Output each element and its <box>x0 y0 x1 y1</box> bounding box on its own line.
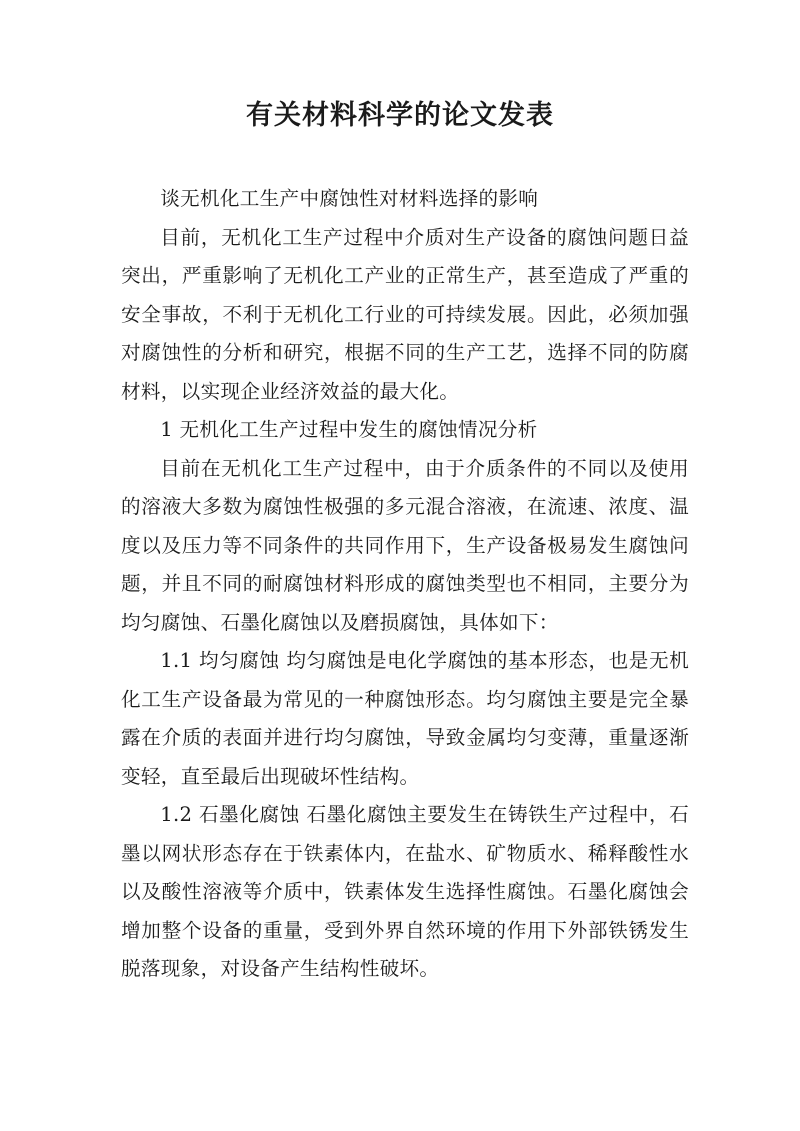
section-heading-1: 1 无机化工生产过程中发生的腐蚀情况分析 <box>160 418 538 441</box>
document-title: 有关材料科学的论文发表 <box>246 100 554 131</box>
paragraph-section-1: 目前在无机化工生产过程中，由于介质条件的不同以及使用的溶液大多数为腐蚀性极强的多元混合溶液，在流速、浓度、温度以及压力等不同条件的共同作用下，生产设备极易发生腐蚀问题，并且不同的耐腐蚀材料形成的腐蚀类型也不相同，主要分为均匀腐蚀、石墨化腐蚀以及磨损腐蚀，具体如下： <box>121 456 689 634</box>
paragraph-intro: 目前，无机化工生产过程中介质对生产设备的腐蚀问题日益突出，严重影响了无机化工产业的正常生产，甚至造成了严重的安全事故，不利于无机化工行业的可持续发展。因此，必须加强对腐蚀性的分析和研究，根据不同的生产工艺，选择不同的防腐材料，以实现企业经济效益的最大化。 <box>121 225 689 403</box>
paragraph-graphitic-corrosion: 1.2 石墨化腐蚀 石墨化腐蚀主要发生在铸铁生产过程中，石墨以网状形态存在于铁素体内，在盐水、矿物质水、稀释酸性水以及酸性溶液等介质中，铁素体发生选择性腐蚀。石墨化腐蚀会增加整个设备的重量，受到外界自然环境的作用下外部铁锈发生脱落现象，对设备产生结构性破坏。 <box>121 803 689 980</box>
document-body <box>121 180 689 989</box>
article-subtitle: 谈无机化工生产中腐蚀性对材料选择的影响 <box>160 187 539 210</box>
paragraph-uniform-corrosion: 1.1 均匀腐蚀 均匀腐蚀是电化学腐蚀的基本形态，也是无机化工生产设备最为常见的一种腐蚀形态。均匀腐蚀主要是完全暴露在介质的表面并进行均匀腐蚀，导致金属均匀变薄，重量逐渐变轻，直至最后出现破坏性结构。 <box>121 649 689 788</box>
